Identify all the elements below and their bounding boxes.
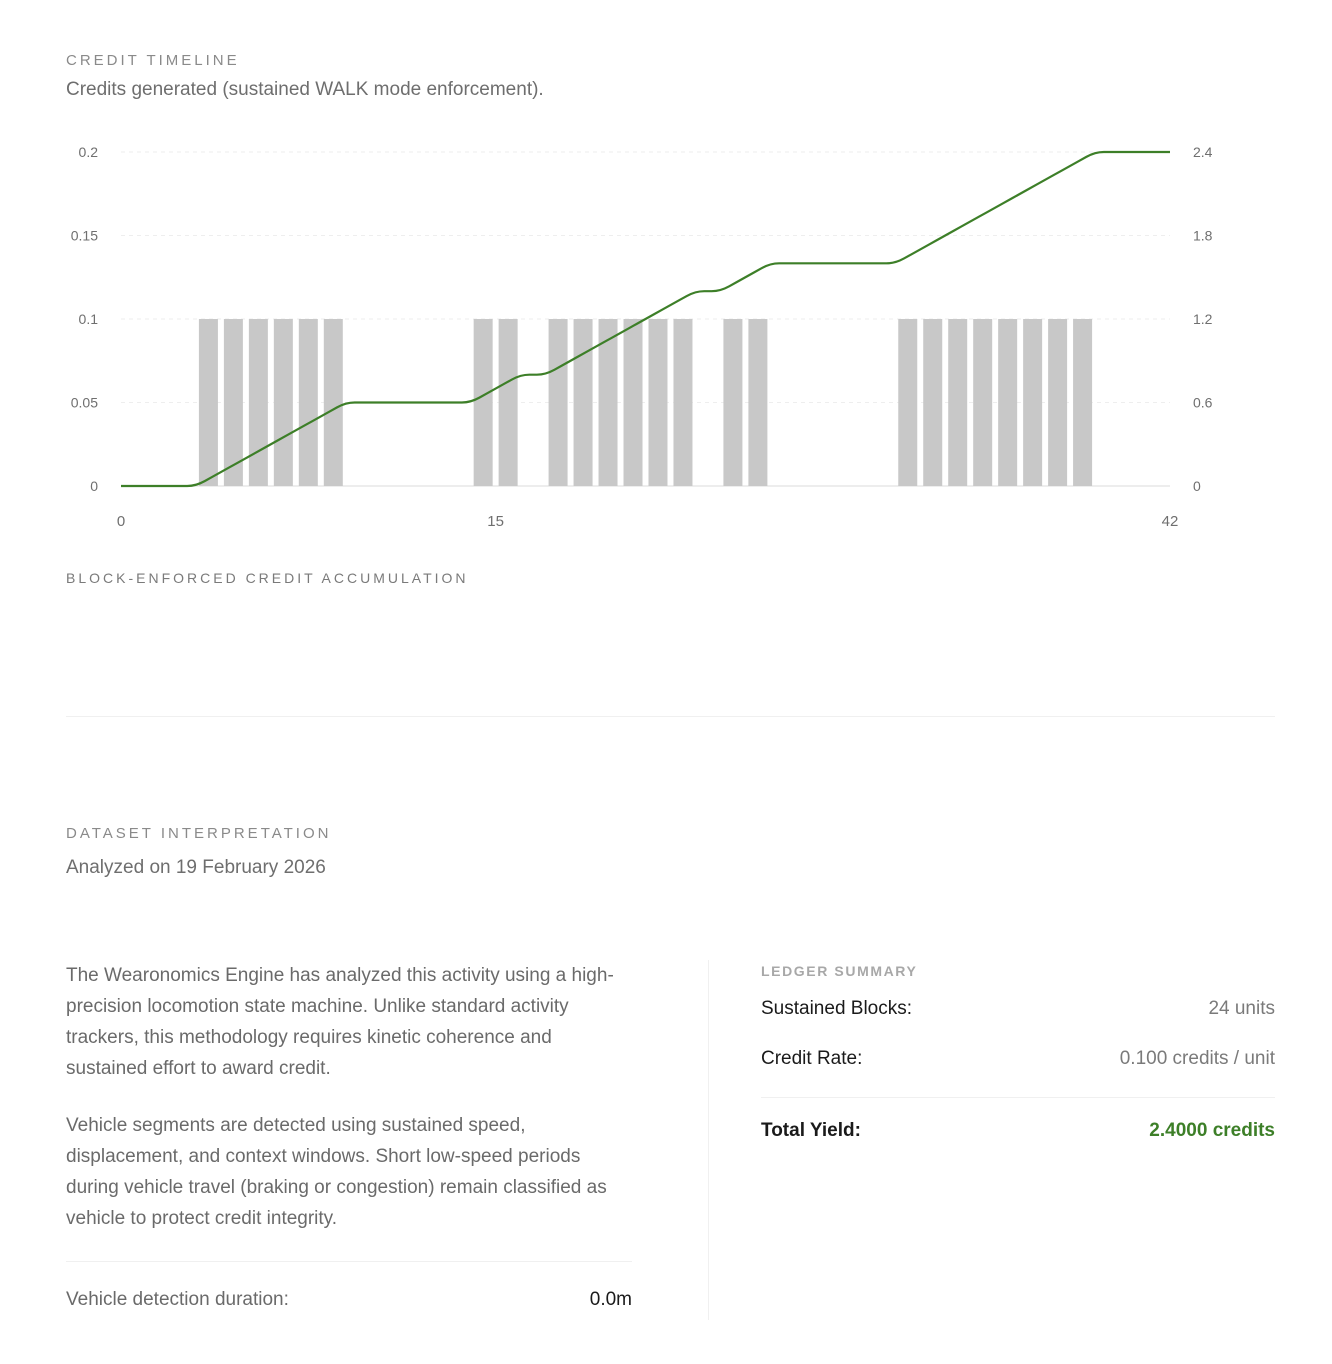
- credit-bar: [274, 319, 293, 486]
- credit-bar: [549, 319, 568, 486]
- right-tick-label: 0.6: [1193, 394, 1213, 411]
- vehicle-divider: [66, 1261, 632, 1262]
- column-divider: [708, 960, 709, 1320]
- credit-bar: [973, 319, 992, 486]
- right-tick-label: 2.4: [1193, 144, 1213, 160]
- credit-timeline-chart: [0, 130, 1332, 540]
- total-yield-label: Total Yield:: [761, 1120, 861, 1141]
- right-y-axis: [1193, 144, 1213, 494]
- credit-bar: [324, 319, 343, 486]
- credit-bar: [249, 319, 268, 486]
- credit-bar: [898, 319, 917, 486]
- ledger-row-total: [761, 1120, 1275, 1142]
- interpretation-paragraph-1: The Wearonomics Engine has analyzed this activity using a high-precision locomotion state machine. Unlike standard activity trackers, this methodology requires kinetic coherence and sustained effort to award credit.: [66, 965, 614, 1079]
- x-tick-label: 0: [116, 513, 126, 530]
- interpretation-heading: DATASET INTERPRETATION: [66, 825, 332, 842]
- credit-bar: [474, 319, 493, 486]
- credit-bar: [574, 319, 593, 486]
- credit-bar: [1073, 319, 1092, 486]
- credit-bar: [499, 319, 518, 486]
- x-tick-label: 15: [487, 513, 504, 530]
- ledger-row-blocks: [761, 998, 1275, 1020]
- credit-bar: [998, 319, 1017, 486]
- ledger-summary-heading: LEDGER SUMMARY: [761, 963, 918, 979]
- credit-bar: [723, 319, 742, 486]
- left-tick-label: 0.2: [78, 144, 98, 160]
- bar-series: [199, 319, 1092, 486]
- left-tick-label: 0: [90, 478, 98, 494]
- credit-bar: [948, 319, 967, 486]
- credit-timeline-subtitle: Credits generated (sustained WALK mode enforcement).: [66, 79, 544, 100]
- credit-bar: [648, 319, 667, 486]
- right-tick-label: 0: [1193, 478, 1201, 494]
- vehicle-detection-row: [66, 1289, 632, 1311]
- credit-bar: [299, 319, 318, 486]
- left-tick-label: 0.05: [70, 394, 98, 411]
- credit-bar: [624, 319, 643, 486]
- sustained-blocks-value: 24 units: [1208, 998, 1275, 1019]
- ledger-divider: [761, 1097, 1275, 1098]
- section-divider: [66, 716, 1275, 717]
- x-tick-label: 42: [1161, 513, 1179, 530]
- left-tick-label: 0.15: [70, 227, 98, 244]
- credit-rate-value: 0.100 credits / unit: [1119, 1048, 1275, 1069]
- credit-rate-label: Credit Rate:: [761, 1048, 863, 1069]
- credit-bar: [748, 319, 767, 486]
- credit-bar: [1048, 319, 1067, 486]
- credit-bar: [199, 319, 218, 486]
- credit-bar: [1023, 319, 1042, 486]
- left-y-axis: [71, 144, 98, 494]
- vehicle-detection-label: Vehicle detection duration:: [66, 1289, 289, 1310]
- left-tick-label: 0.1: [78, 311, 98, 327]
- x-axis: [117, 513, 1179, 530]
- credit-timeline-heading: CREDIT TIMELINE: [66, 52, 240, 69]
- total-yield-value: 2.4000 credits: [1149, 1120, 1275, 1141]
- credit-bar: [923, 319, 942, 486]
- vehicle-detection-value: 0.0m: [589, 1289, 632, 1310]
- right-tick-label: 1.8: [1193, 227, 1213, 244]
- sustained-blocks-label: Sustained Blocks:: [761, 998, 913, 1019]
- analyzed-date: Analyzed on 19 February 2026: [66, 857, 326, 878]
- credit-bar: [673, 319, 692, 486]
- ledger-row-rate: [761, 1048, 1275, 1070]
- right-tick-label: 1.2: [1193, 311, 1213, 327]
- interpretation-paragraph-2: Vehicle segments are detected using sustained speed, displacement, and context windows. Short low-speed periods during vehicle travel (braking or congestion) remain classified as vehicle to protect credit integrity.: [66, 1115, 607, 1229]
- accumulation-heading: BLOCK-ENFORCED CREDIT ACCUMULATION: [66, 570, 469, 586]
